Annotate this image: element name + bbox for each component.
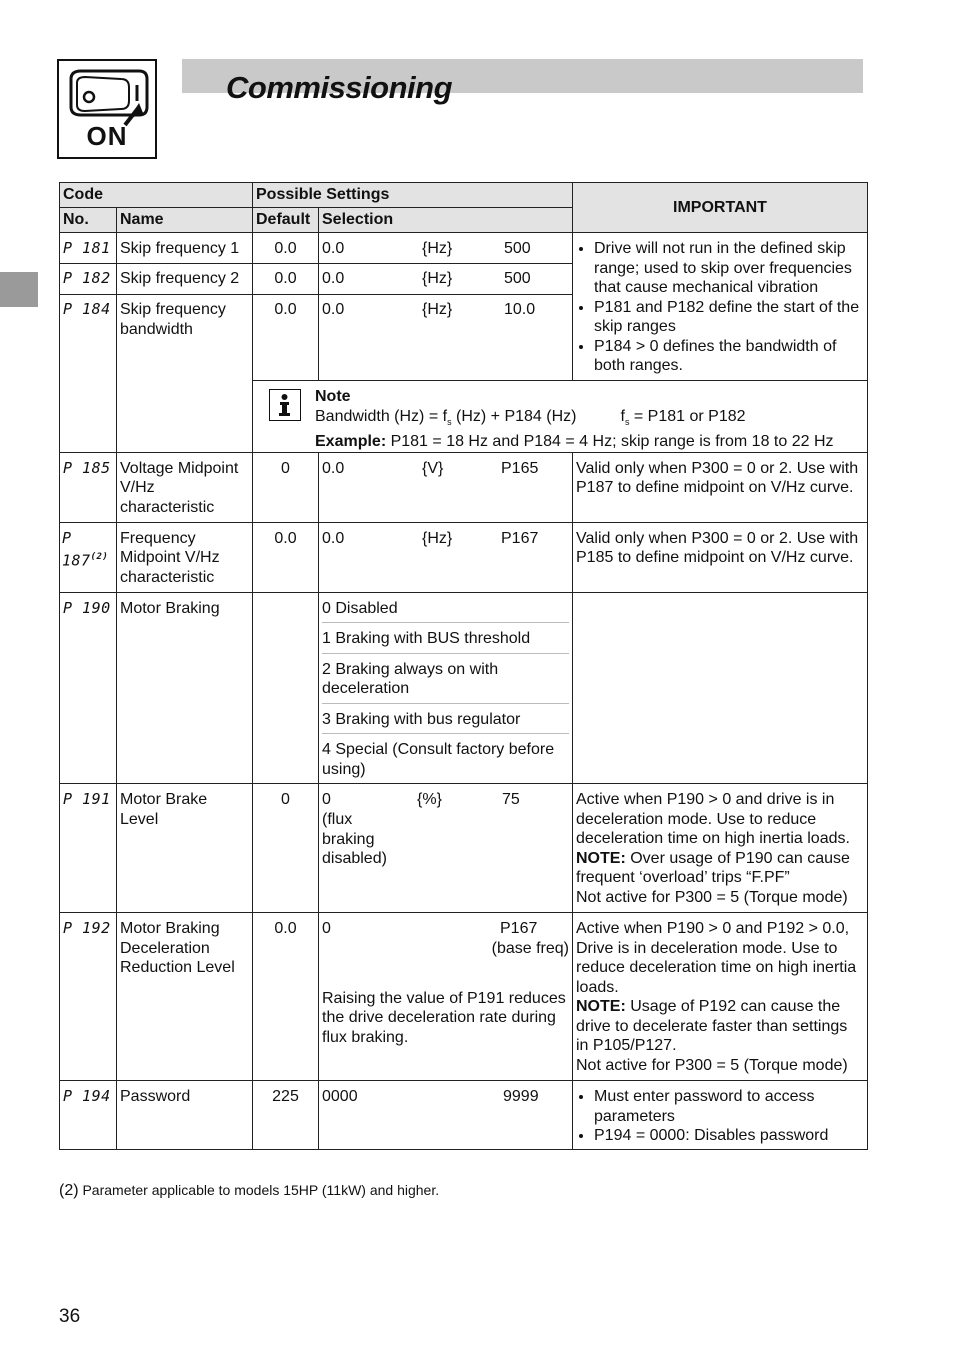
note-example-text: P181 = 18 Hz and P184 = 4 Hz; skip range is from 18 to 22 Hz <box>386 433 834 450</box>
param-name: Motor Braking Deceleration Reduction Level <box>117 913 253 1081</box>
list-item: • P194 = 0000: Disables password <box>594 1126 864 1146</box>
important-text: Active when P190 > 0 and P192 > 0.0, Drive is in deceleration mode. Use to reduce deceleration time on high inertia loads. <box>576 920 857 996</box>
sel-max-note: (base freq) <box>491 940 569 957</box>
info-icon <box>269 389 301 421</box>
param-default: 0 <box>253 452 319 522</box>
skip-bullets <box>576 239 864 376</box>
table-row <box>60 522 868 592</box>
on-switch-icon <box>57 59 157 159</box>
param-default: 0.0 <box>253 233 319 264</box>
important-text: Active when P190 > 0 and drive is in deceleration mode. Use to reduce deceleration time on high inertia loads. <box>576 791 850 847</box>
table-row <box>60 452 868 522</box>
table-row <box>60 913 868 1081</box>
list-item: • P181 and P182 define the start of the skip ranges <box>594 298 864 337</box>
param-code: P 194 <box>63 1087 111 1105</box>
section-tab <box>0 272 38 307</box>
sel-unit: {Hz} <box>422 529 453 547</box>
param-code: P 187 <box>62 528 91 570</box>
header-important: IMPORTANT <box>573 183 868 233</box>
option-item: 4 Special (Consult factory before using) <box>322 741 555 778</box>
list-item: • Drive will not run in the defined skip range; used to skip over frequencies that cause mechanical vibration <box>594 239 864 298</box>
note-example-label: Example: <box>315 433 387 450</box>
note-formula-a: Bandwidth (Hz) = f <box>315 407 448 425</box>
param-default: 225 <box>253 1081 319 1150</box>
important-tail: Not active for P300 = 5 (Torque mode) <box>576 888 848 906</box>
sel-text: Raising the value of P191 reduces the drive deceleration rate during flux braking. <box>322 989 566 1046</box>
sel-max: P167 <box>500 920 538 937</box>
header-code: Code <box>60 183 253 208</box>
table-row <box>60 592 868 784</box>
sel-unit: {V} <box>422 459 444 477</box>
sel-unit: {%} <box>417 791 442 808</box>
parameter-table <box>59 182 868 1150</box>
param-code: P 192 <box>63 919 111 937</box>
param-default: 0.0 <box>253 522 319 592</box>
param-code: P 185 <box>63 458 111 477</box>
param-code: P 182 <box>63 269 111 287</box>
note-formula-c-sub: s <box>624 416 630 427</box>
sel-max: 500 <box>504 240 531 257</box>
table-row <box>60 784 868 913</box>
note-formula-c: f <box>620 407 625 425</box>
sel-unit: {Hz} <box>422 270 453 287</box>
important-tail: Not active for P300 = 5 (Torque mode) <box>576 1056 848 1074</box>
important-note: Usage of P192 can cause the drive to decelerate faster than settings in P105/P127. <box>576 998 848 1054</box>
page-number: 36 <box>59 1306 81 1327</box>
important-note-label: NOTE: <box>576 849 626 867</box>
param-default: 0.0 <box>253 264 319 295</box>
note-formula-b: (Hz) + P184 (Hz) <box>451 407 577 425</box>
sel-max: P167 <box>501 529 539 547</box>
param-code: P 190 <box>63 598 111 617</box>
param-default <box>253 592 319 784</box>
param-code: P 184 <box>63 300 111 318</box>
sel-min: 0 <box>322 791 331 808</box>
page-title: Commissioning <box>226 70 453 105</box>
important-note-label: NOTE: <box>576 998 626 1015</box>
password-bullets <box>576 1087 864 1146</box>
sel-min: 0.0 <box>322 529 345 547</box>
sel-max: P165 <box>501 459 539 477</box>
option-item: 3 Braking with bus regulator <box>322 704 569 735</box>
sel-min: 0.0 <box>322 301 345 318</box>
footnote-marker: (2) <box>59 1182 79 1199</box>
sel-unit: {Hz} <box>422 301 453 318</box>
sel-min-note: (flux braking disabled) <box>322 811 387 867</box>
list-item: • P184 > 0 defines the bandwidth of both ranges. <box>594 337 864 376</box>
header-selection: Selection <box>319 208 573 233</box>
sel-max: 10.0 <box>504 301 536 318</box>
footnote <box>59 1182 439 1200</box>
param-default: 0 <box>253 784 319 913</box>
sel-unit: {Hz} <box>422 240 453 257</box>
param-code: P 181 <box>63 239 111 257</box>
param-name: Password <box>117 1081 253 1150</box>
sel-min: 0.0 <box>322 240 345 257</box>
sel-max: 500 <box>504 270 531 287</box>
param-name: Motor Braking <box>117 592 253 784</box>
param-default: 0.0 <box>253 913 319 1081</box>
sel-min: 0000 <box>322 1088 358 1105</box>
option-item: 0 Disabled <box>322 593 569 624</box>
param-name: Voltage Midpoint V/Hz characteristic <box>117 452 253 522</box>
list-item: • Must enter password to access parameters <box>594 1087 864 1126</box>
on-label: ON <box>86 121 128 151</box>
sel-max: 9999 <box>503 1088 539 1105</box>
param-name: Skip frequency 1 <box>117 233 253 264</box>
table-row <box>60 1081 868 1150</box>
param-default: 0.0 <box>253 295 319 381</box>
option-item: 2 Braking always on with deceleration <box>322 654 569 704</box>
footnote-text: Parameter applicable to models 15HP (11kW) and higher. <box>82 1182 440 1198</box>
header-possible-settings: Possible Settings <box>253 183 573 208</box>
param-name: Skip frequency bandwidth <box>117 295 253 453</box>
important-text: Valid only when P300 = 0 or 2. Use with P187 to define midpoint on V/Hz curve. <box>573 452 868 522</box>
option-item: 1 Braking with BUS threshold <box>322 623 569 654</box>
footnote-ref: (2) <box>90 552 109 562</box>
table-row <box>60 233 868 264</box>
sel-min: 0.0 <box>322 270 345 287</box>
note-formula-sub: s <box>447 416 452 427</box>
header-default: Default <box>253 208 319 233</box>
param-code: P 191 <box>63 790 111 808</box>
sel-min: 0 <box>322 920 331 937</box>
param-name: Frequency Midpoint V/Hz characteristic <box>117 522 253 592</box>
header-name: Name <box>117 208 253 233</box>
important-text: Valid only when P300 = 0 or 2. Use with P185 to define midpoint on V/Hz curve. <box>573 522 868 592</box>
param-name: Motor Brake Level <box>117 784 253 913</box>
param-name: Skip frequency 2 <box>117 264 253 295</box>
sel-min: 0.0 <box>322 459 345 477</box>
header-no: No. <box>60 208 117 233</box>
sel-max: 75 <box>502 791 520 808</box>
note-formula-d: = P181 or P182 <box>629 407 746 425</box>
note-title: Note <box>315 388 351 405</box>
important-note: Over usage of P190 can cause frequent ‘overload’ trips “F.PF” <box>576 849 850 886</box>
